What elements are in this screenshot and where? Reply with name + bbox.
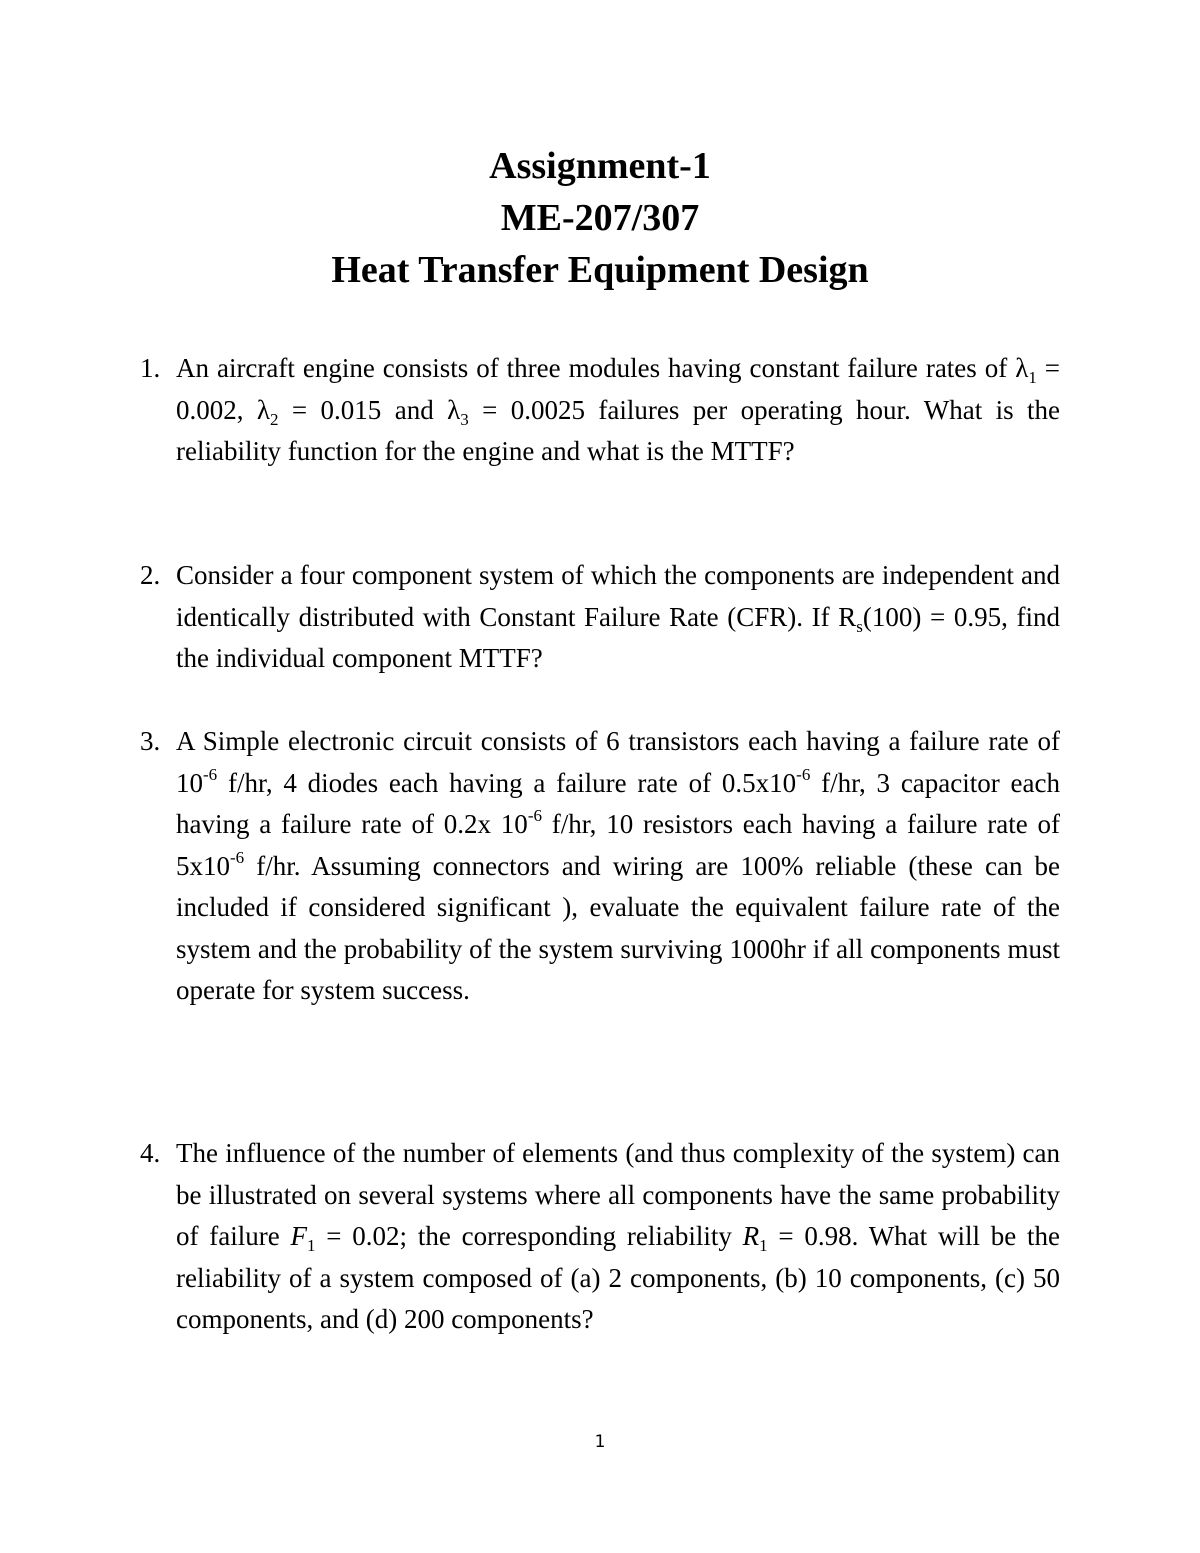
question-text: An aircraft engine consists of three modules having constant failure rates of $\lambda_1 = 0.002$, $\lambda_2 = 0.015$ and $\lambda_3 = 0.0025$ failures per operating hour. What is the reliability function for the engine and what is the MTTF?: [176, 353, 1061, 466]
page-number: 1: [594, 1432, 606, 1452]
question-text: Consider a four component system of which the components are independent and identically distributed with Constant Failure Rate (CFR). If $R_s(100) = 0.95$, find the individual component MTTF?: [176, 560, 1061, 673]
question-2: [140, 555, 1060, 680]
assignment-title: Assignment-1: [489, 145, 711, 187]
question-text: The influence of the number of elements (and thus complexity of the system) can be illustrated on several systems where all components have the same probability of failure $F_1 = 0.02$; the corresponding reliability $R_1 = 0.98$. What will be the reliability of a system composed of (a) 2 components, (b) 10 components, (c) 50 components, and (d) 200 components?: [176, 1138, 1060, 1334]
question-number: 2.: [140, 560, 161, 590]
question-number: 1.: [140, 353, 161, 383]
question-number: 3.: [140, 726, 161, 756]
question-4: [140, 1133, 1060, 1341]
question-number: 4.: [140, 1138, 161, 1168]
question-3: [140, 721, 1060, 1012]
question-text: A Simple electronic circuit consists of 6 transistors each having a failure rate of $10^{-6}$ f/hr, 4 diodes each having a failure rate of $0.5x10^{-6}$ f/hr, 3 capacitor each having a failure rate of 0.2x $10^{-6}$ f/hr, 10 resistors each having a failure rate of $5x10^{-6}$ f/hr. Assuming connectors and wiring are 100% reliable (these can be included if considered significant ), evaluate the equivalent failure rate of the system and the probability of the system surviving 1000hr if all components must operate for system success.: [176, 726, 1060, 1005]
course-title: Heat Transfer Equipment Design: [331, 249, 869, 291]
course-code: ME-207/307: [500, 197, 700, 239]
title-block: [0, 140, 1200, 296]
question-1: [140, 348, 1060, 473]
